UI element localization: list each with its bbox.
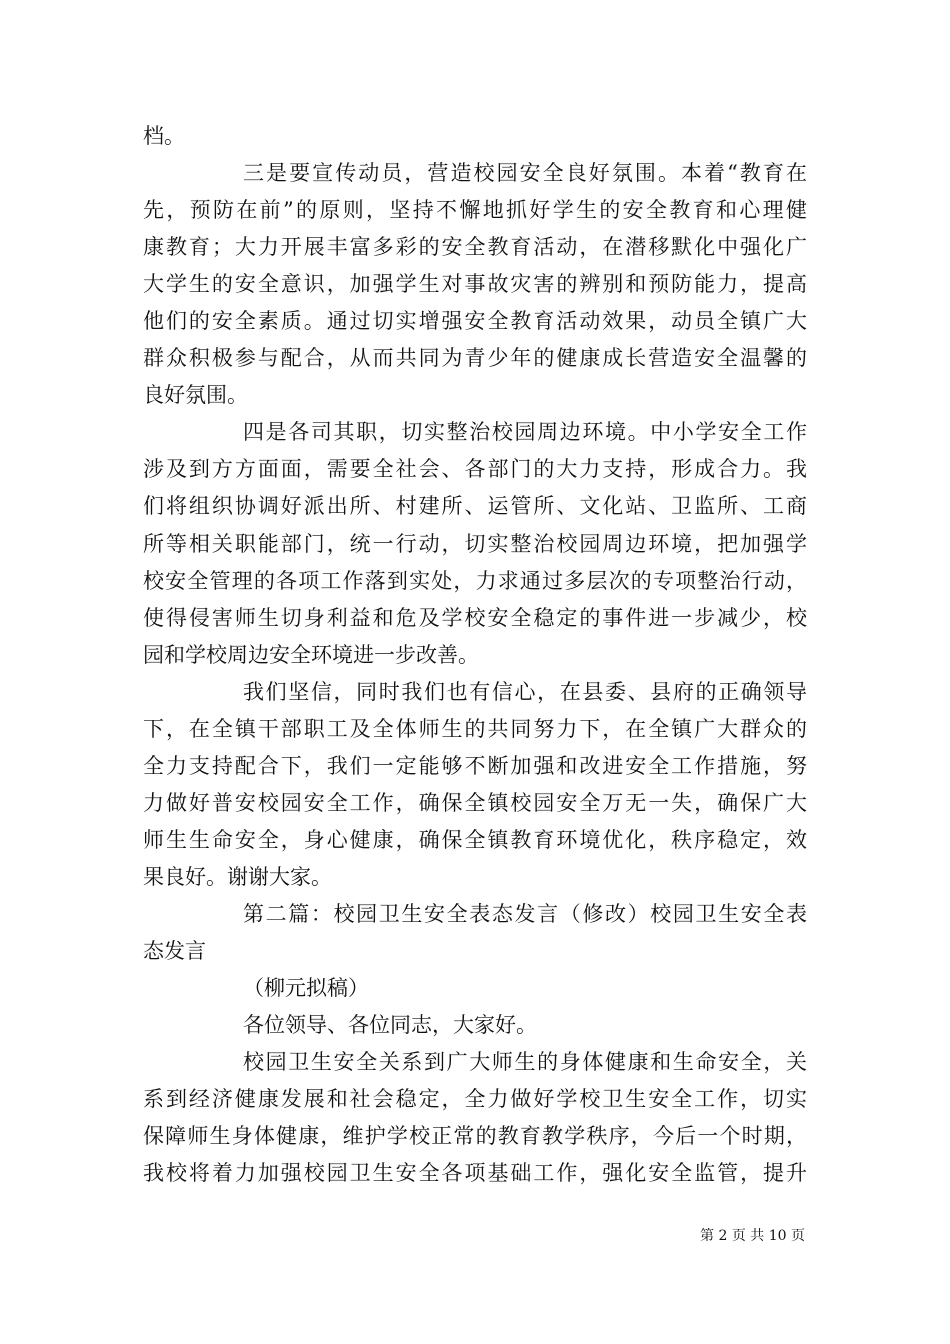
text-line: 他们的安全素质。通过切实增强安全教育活动效果，动员全镇广大 — [143, 309, 807, 334]
text-line: 大学生的安全意识，加强学生对事故灾害的辨别和预防能力，提高 — [143, 272, 807, 297]
section-heading-line: 第二篇：校园卫生安全表态发言（修改）校园卫生安全表 — [243, 901, 807, 926]
text-line: 康教育；大力开展丰富多彩的安全教育活动，在潜移默化中强化广 — [143, 235, 807, 260]
text-line: 园和学校周边安全环境进一步改善。 — [143, 642, 479, 667]
author-note: （柳元拟稿） — [243, 976, 369, 1001]
text-line: 下，在全镇干部职工及全体师生的共同努力下，在全镇广大群众的 — [143, 716, 807, 741]
text-line: 群众积极参与配合，从而共同为青少年的健康成长营造安全温馨的 — [143, 346, 807, 371]
text-line: 良好氛围。 — [143, 383, 248, 408]
text-line: 系到经济健康发展和社会稳定，全力做好学校卫生安全工作，切实 — [143, 1087, 807, 1112]
text-line: 涉及到方方面面，需要全社会、各部门的大力支持，形成合力。我 — [143, 457, 807, 482]
text-line: 使得侵害师生切身利益和危及学校安全稳定的事件进一步减少，校 — [143, 605, 807, 630]
text-line: 所等相关职能部门，统一行动，切实整治校园周边环境，把加强学 — [143, 531, 807, 556]
body-text — [143, 118, 807, 1192]
text-line: 三是要宣传动员，营造校园安全良好氛围。本着“教育在 — [243, 161, 807, 186]
text-line: 力做好普安校园安全工作，确保全镇校园安全万无一失，确保广大 — [143, 790, 807, 815]
greeting-line: 各位领导、各位同志，大家好。 — [243, 1013, 537, 1038]
text-line: 保障师生身体健康，维护学校正常的教育教学秩序，今后一个时期， — [143, 1124, 807, 1149]
text-line: 师生生命安全，身心健康，确保全镇教育环境优化，秩序稳定，效 — [143, 827, 807, 852]
page-number-footer: 第 2 页 共 10 页 — [700, 1228, 805, 1244]
text-line: 们将组织协调好派出所、村建所、运管所、文化站、卫监所、工商 — [143, 494, 807, 519]
text-line: 先，预防在前”的原则，坚持不懈地抓好学生的安全教育和心理健 — [143, 198, 807, 223]
text-line: 我校将着力加强校园卫生安全各项基础工作，强化安全监管，提升 — [143, 1161, 807, 1186]
text-line: 我们坚信，同时我们也有信心，在县委、县府的正确领导 — [243, 679, 807, 704]
text-line: 全力支持配合下，我们一定能够不断加强和改进安全工作措施，努 — [143, 753, 807, 778]
text-line: 果良好。谢谢大家。 — [143, 864, 332, 889]
section-heading-line: 态发言 — [143, 939, 206, 964]
text-line: 档。 — [143, 124, 185, 148]
text-line: 校安全管理的各项工作落到实处，力求通过多层次的专项整治行动， — [143, 568, 807, 593]
text-line: 校园卫生安全关系到广大师生的身体健康和生命安全，关 — [243, 1050, 807, 1075]
text-line: 四是各司其职，切实整治校园周边环境。中小学安全工作 — [243, 420, 807, 445]
